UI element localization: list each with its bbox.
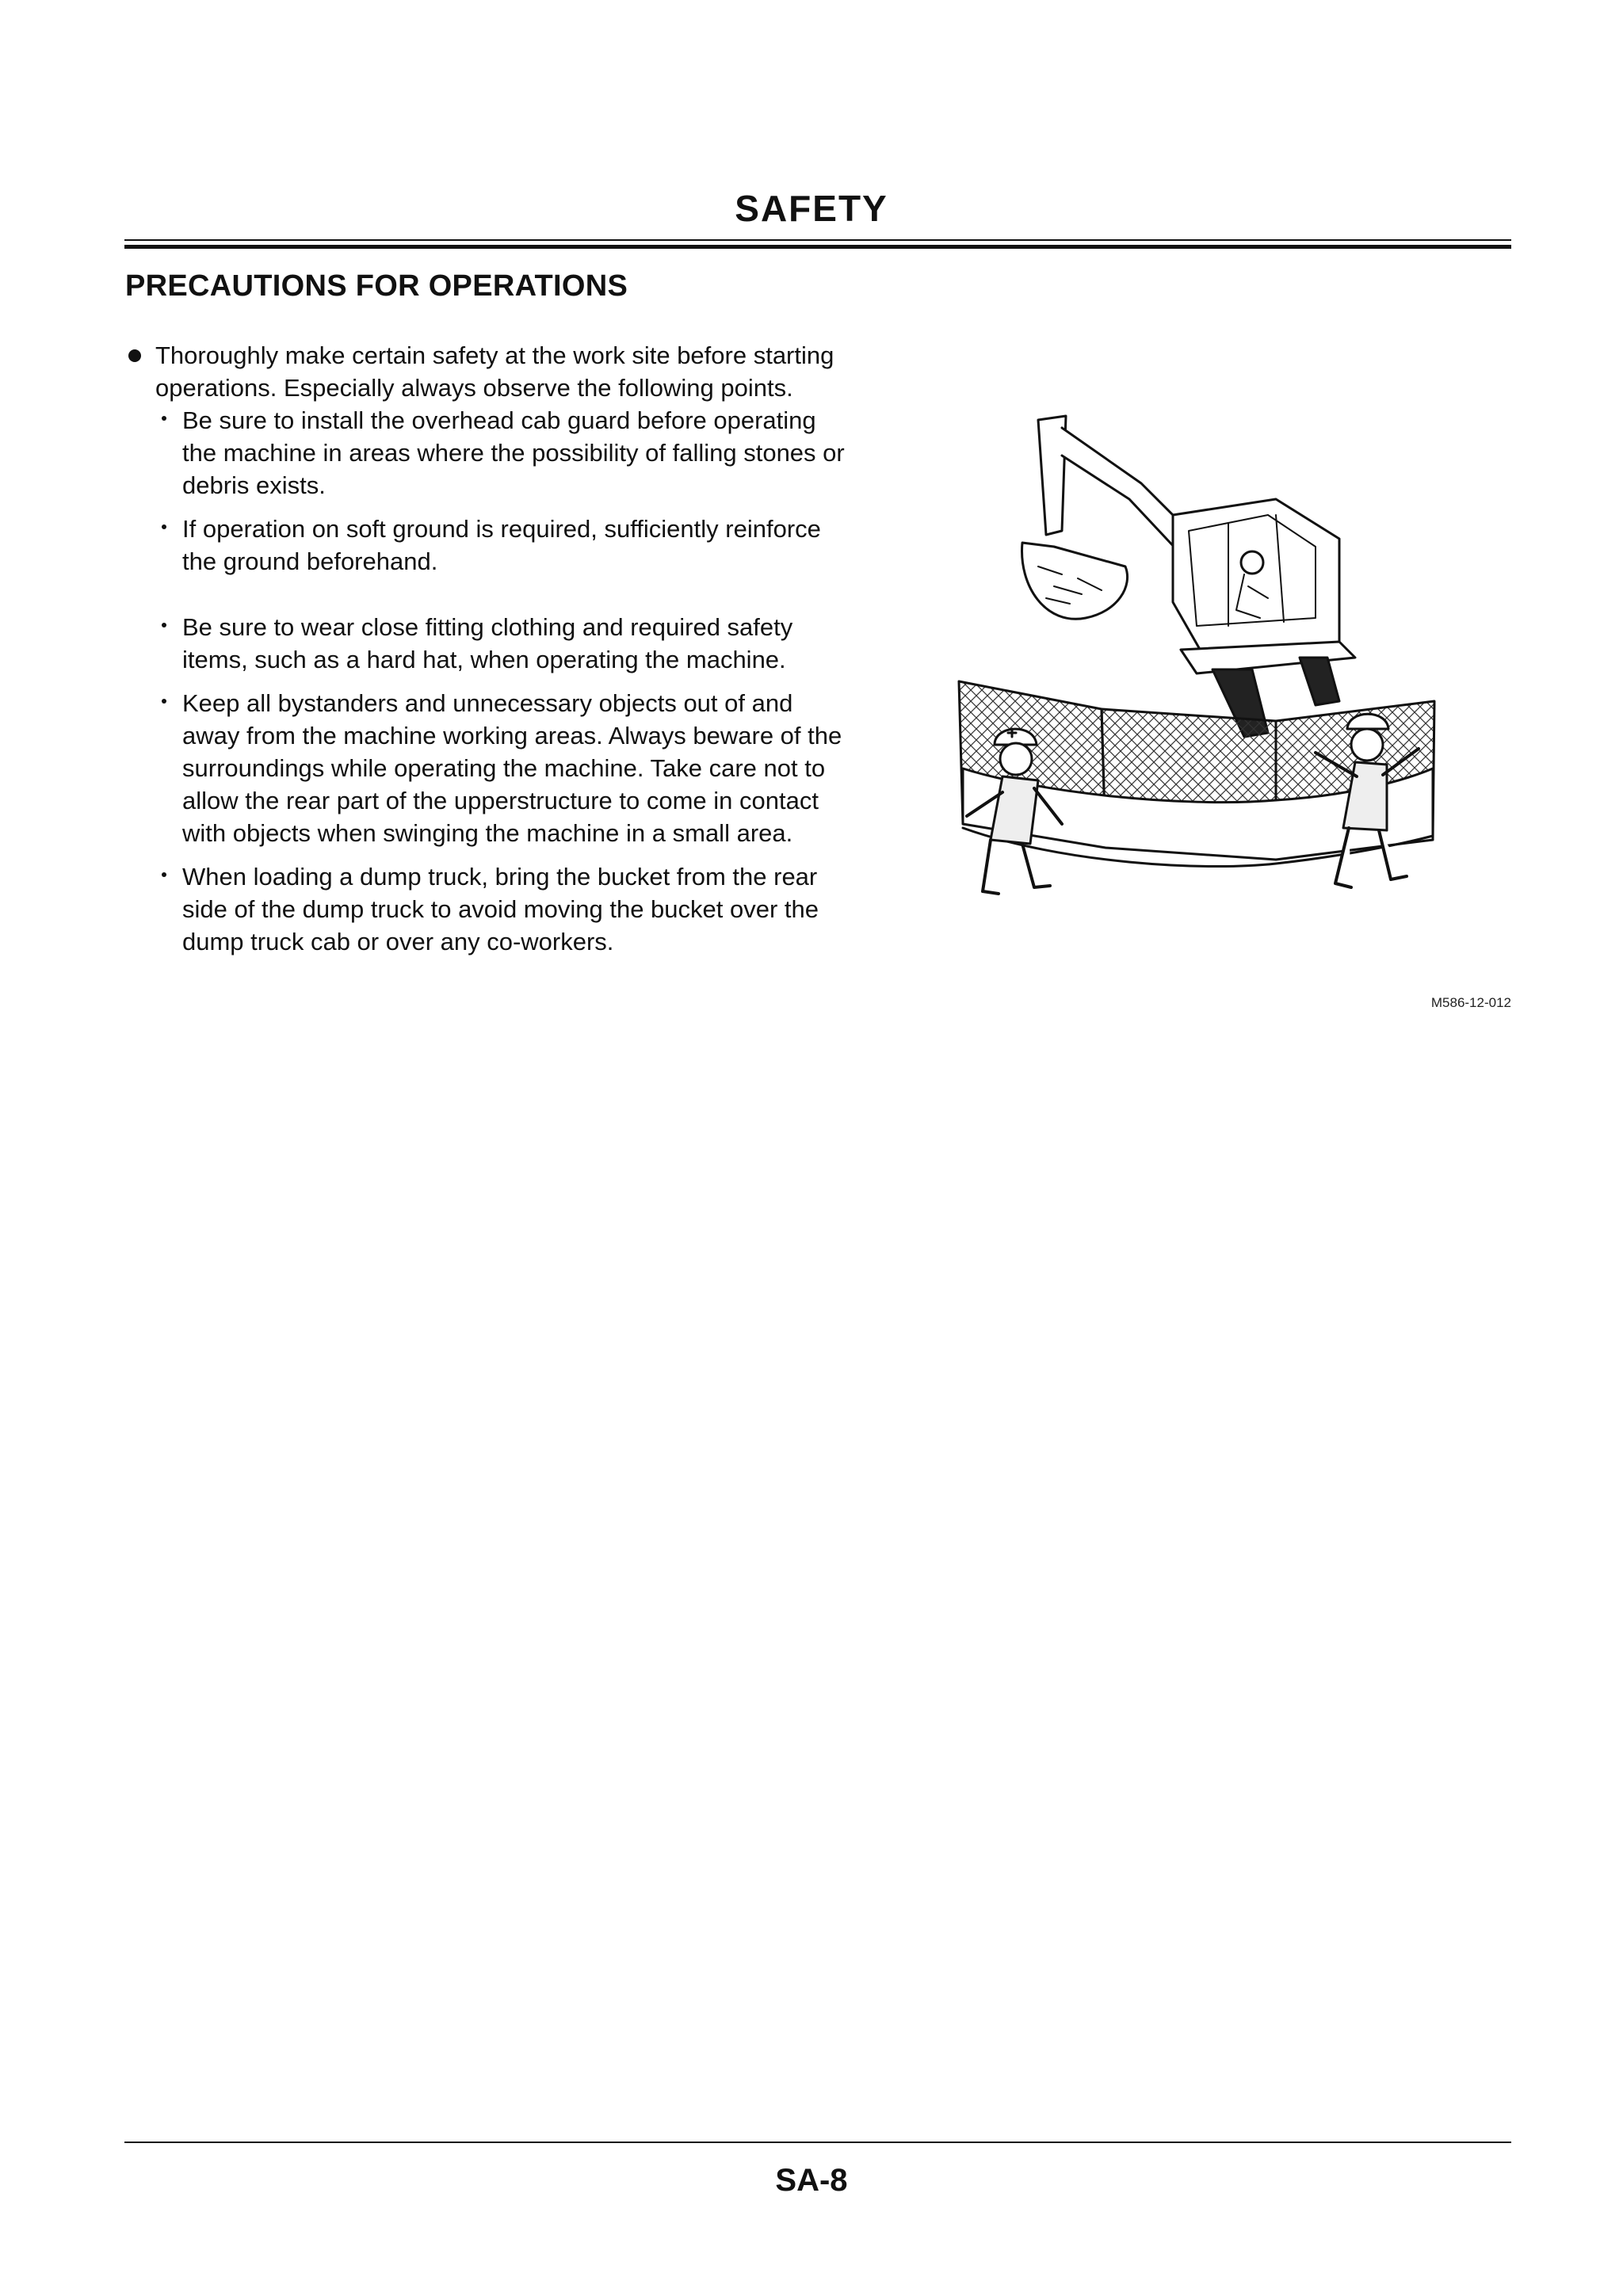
sub-bullet-item: [125, 404, 854, 502]
excavator-bucket: [1022, 543, 1128, 619]
sub-bullet-text: Be sure to install the overhead cab guard before operating the machine in areas where the possibility of falling stones or debris exists.: [182, 406, 845, 499]
section-title: PRECAUTIONS FOR OPERATIONS: [125, 269, 628, 303]
sub-bullet-item: [125, 513, 854, 578]
header-rule-thin: [124, 239, 1511, 241]
header-rule-thick: [124, 245, 1511, 249]
sub-bullet-text: When loading a dump truck, bring the bucket from the rear side of the dump truck to avoid moving the bucket over the dump truck cab or over any co-workers.: [182, 863, 819, 955]
sub-bullet-list: [125, 404, 854, 958]
sub-bullet-icon: [162, 699, 166, 704]
precautions-list: [125, 339, 854, 969]
sub-bullet-icon: [162, 872, 166, 877]
sub-bullet-item: [125, 611, 854, 676]
sub-bullet-icon: [162, 623, 166, 627]
page-header-title: SAFETY: [735, 188, 888, 229]
figure-caption: M586-12-012: [1430, 995, 1511, 1010]
sub-bullet-icon: [162, 416, 166, 421]
main-bullet-item: [125, 339, 854, 404]
sub-bullet-text: If operation on soft ground is required, sufficiently reinforce the ground beforehand.: [182, 515, 821, 575]
footer-rule: [124, 2142, 1511, 2143]
excavator-cab: [1173, 499, 1339, 658]
sub-bullet-text: Keep all bystanders and unnecessary objects out of and away from the machine working areas. Always beware of the surroundings while operating the machine. Take care not to allow the rear part of the upperstructure to come in contact with objects when swinging the machine in a small area.: [182, 689, 842, 847]
sub-bullet-item: [125, 860, 854, 958]
page-number: SA-8: [775, 2163, 848, 2198]
sub-bullet-icon: [162, 524, 166, 529]
excavator-arm: [1038, 416, 1066, 535]
excavator-illustration: [943, 396, 1450, 967]
sub-bullet-item: [125, 687, 854, 849]
sub-bullet-text: Be sure to wear close fitting clothing and required safety items, such as a hard hat, when operating the machine.: [182, 613, 793, 673]
main-bullet-text: Thoroughly make certain safety at the work site before starting operations. Especially always observe the following points.: [155, 341, 834, 402]
bullet-icon: [128, 349, 141, 362]
